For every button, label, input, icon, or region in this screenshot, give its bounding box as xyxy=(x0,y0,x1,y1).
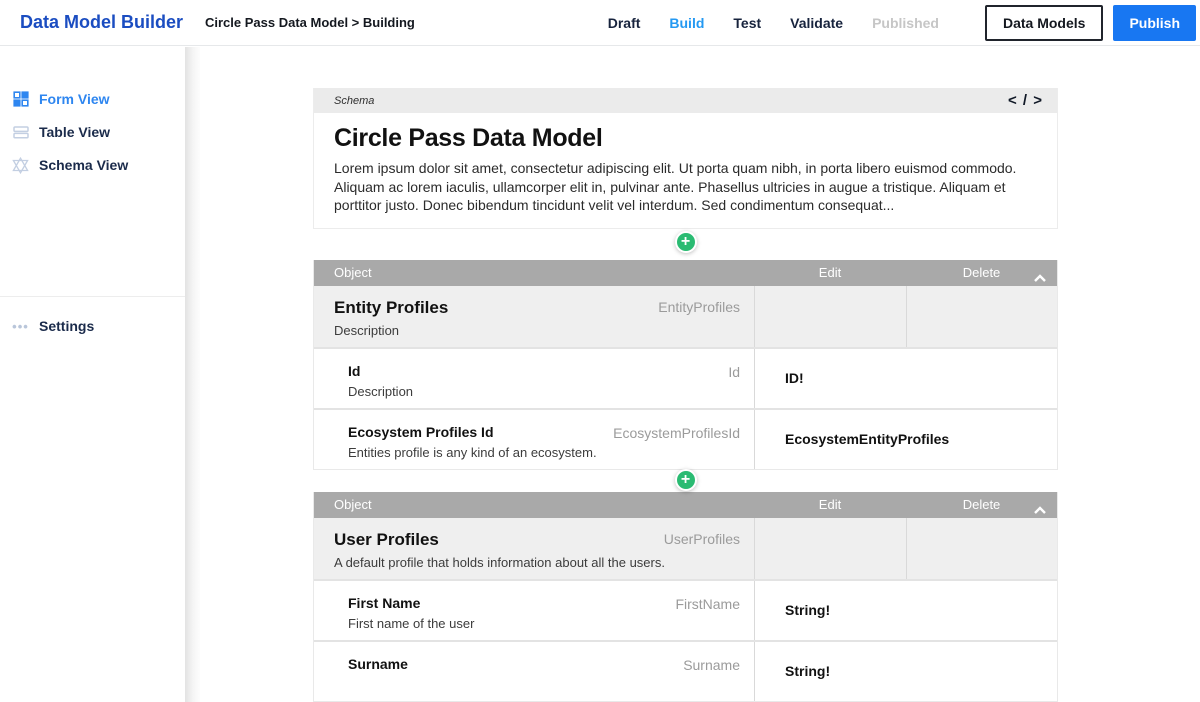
sidebar-divider xyxy=(0,296,185,297)
field-cell xyxy=(314,410,754,469)
column-header-object: Object xyxy=(334,497,372,512)
field-row[interactable] xyxy=(314,579,1057,640)
field-row[interactable] xyxy=(314,347,1057,408)
schema-description: Lorem ipsum dolor sit amet, consectetur adipiscing elit. Ut porta quam nibh, in porta libero euismod commodo. Aliquam ac lorem iaculis, ullamcorper elit in, pulvinar ante. Phasellus ultricies in augue a tristique. Aliquam et porttitor justo. Donec bibendum tincidunt velit vel interdum. Sed condimentum consequat... xyxy=(334,160,1017,213)
add-field-button[interactable]: + xyxy=(675,469,697,491)
workflow-nav xyxy=(608,15,939,31)
field-label: First Name xyxy=(348,594,421,611)
field-type: String! xyxy=(754,581,1057,640)
field-api-name: Surname xyxy=(683,656,740,673)
sidebar-item-table-view[interactable] xyxy=(12,122,185,142)
object-table-header xyxy=(314,492,1057,518)
schema-title: Circle Pass Data Model xyxy=(334,124,603,152)
schema-card-body xyxy=(314,113,1057,228)
object-row[interactable] xyxy=(314,518,1057,579)
field-api-name: Id xyxy=(728,363,740,380)
edit-cell xyxy=(754,286,906,347)
object-cell xyxy=(314,286,754,347)
nav-published[interactable]: Published xyxy=(872,14,939,31)
nav-draft[interactable]: Draft xyxy=(607,14,641,31)
object-table-header xyxy=(314,260,1057,286)
delete-cell xyxy=(906,286,1057,347)
object-label: User Profiles xyxy=(334,529,439,549)
field-api-name: FirstName xyxy=(675,595,740,612)
chevron-up-icon[interactable] xyxy=(1033,504,1047,519)
field-label: Surname xyxy=(348,655,408,672)
delete-cell xyxy=(906,518,1057,579)
nav-test[interactable]: Test xyxy=(733,14,762,31)
column-header-object: Object xyxy=(334,265,372,280)
field-label: Ecosystem Profiles Id xyxy=(348,423,494,440)
sidebar-content-divider xyxy=(185,47,200,702)
field-cell xyxy=(314,349,754,408)
schema-card-header xyxy=(314,88,1057,113)
sidebar-item-label: Table View xyxy=(39,124,111,140)
sidebar xyxy=(0,47,185,702)
field-label: Id xyxy=(348,362,361,379)
object-api-name: UserProfiles xyxy=(663,530,740,547)
edit-cell xyxy=(754,518,906,579)
column-header-delete-label: Delete xyxy=(962,497,1001,512)
column-header-delete xyxy=(906,265,1057,280)
schema-card xyxy=(313,88,1058,229)
object-description: A default profile that holds information about all the users. xyxy=(334,554,665,570)
field-description: First name of the user xyxy=(348,615,475,631)
sidebar-item-form-view[interactable] xyxy=(12,89,185,109)
sidebar-item-label: Schema View xyxy=(39,157,129,173)
column-header-delete xyxy=(906,497,1057,512)
nav-validate[interactable]: Validate xyxy=(790,14,844,31)
field-row[interactable] xyxy=(314,640,1057,701)
schema-tag: Schema xyxy=(334,94,375,107)
field-type: String! xyxy=(754,642,1057,701)
sidebar-item-settings[interactable] xyxy=(12,316,185,336)
grid-icon xyxy=(12,91,29,108)
object-table-user-profiles xyxy=(313,492,1058,702)
sidebar-item-label: Form View xyxy=(39,91,110,107)
object-cell xyxy=(314,518,754,579)
schema-icon xyxy=(12,157,29,174)
app-title: Data Model Builder xyxy=(20,12,184,32)
object-api-name: EntityProfiles xyxy=(658,298,740,315)
code-view-toggle[interactable]: < / > xyxy=(1007,92,1043,109)
field-description: Description xyxy=(348,383,414,399)
top-header xyxy=(0,0,1200,46)
column-header-edit: Edit xyxy=(818,265,842,280)
field-type: EcosystemEntityProfiles xyxy=(754,410,1057,469)
object-table-entity-profiles xyxy=(313,260,1058,470)
object-description: Description xyxy=(334,322,400,338)
field-cell xyxy=(314,642,754,701)
main-content xyxy=(200,46,1200,702)
field-description: Entities profile is any kind of an ecosystem. xyxy=(348,444,597,460)
sidebar-item-schema-view[interactable] xyxy=(12,155,185,175)
column-header-delete-label: Delete xyxy=(962,265,1001,280)
publish-button[interactable]: Publish xyxy=(1113,5,1196,41)
table-icon xyxy=(12,124,29,141)
field-cell xyxy=(314,581,754,640)
field-row[interactable] xyxy=(314,408,1057,469)
object-label: Entity Profiles xyxy=(334,297,449,317)
data-models-button[interactable]: Data Models xyxy=(985,5,1103,41)
chevron-up-icon[interactable] xyxy=(1033,272,1047,287)
nav-build[interactable]: Build xyxy=(669,14,705,31)
field-api-name: EcosystemProfilesId xyxy=(613,424,740,441)
sidebar-item-label: Settings xyxy=(39,318,95,334)
ellipsis-icon: ••• xyxy=(12,318,29,334)
column-header-edit: Edit xyxy=(818,497,842,512)
add-object-button[interactable]: + xyxy=(675,231,697,253)
field-type: ID! xyxy=(754,349,1057,408)
breadcrumb: Circle Pass Data Model > Building xyxy=(205,15,415,30)
object-row[interactable] xyxy=(314,286,1057,347)
